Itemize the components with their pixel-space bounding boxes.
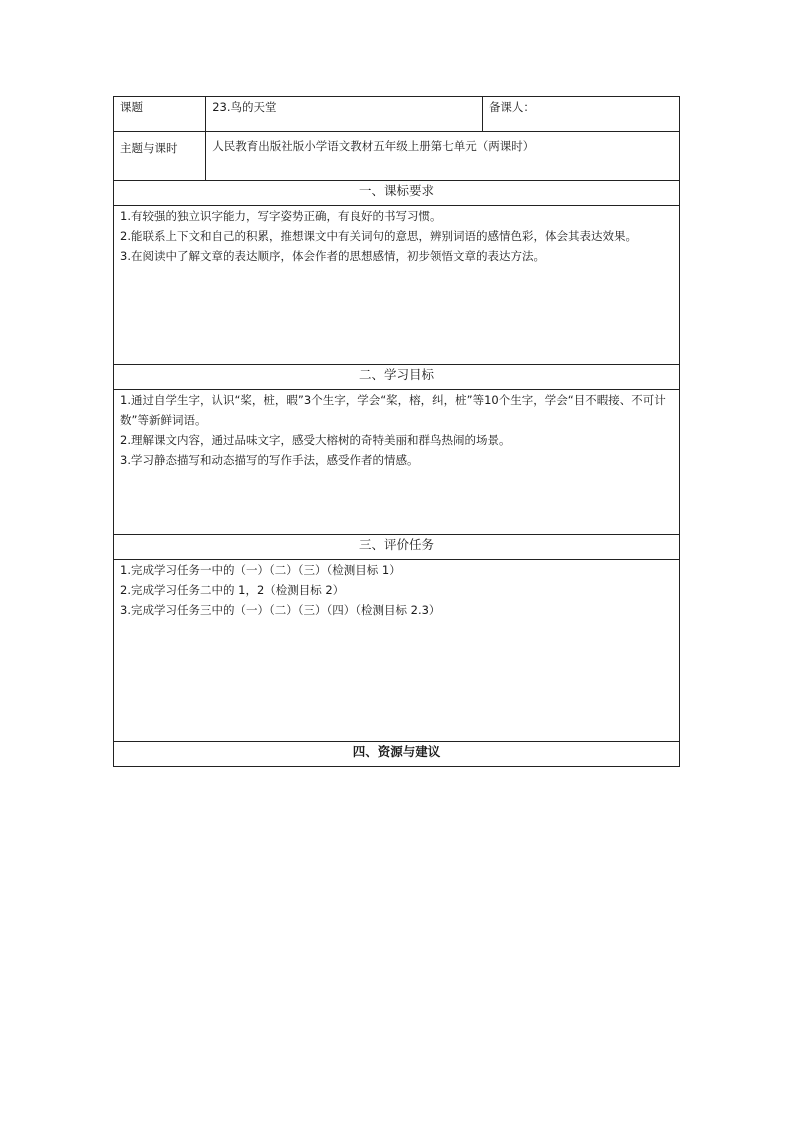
text-line: 2.能联系上下文和自己的积累，推想课文中有关词句的意思，辨别词语的感情色彩，体会其表达效果。 [120,229,637,243]
text-line: 3.学习静态描写和动态描写的写作手法，感受作者的情感。 [120,453,419,467]
topic-label: 课题 [114,97,206,132]
text-line: 3.在阅读中了解文章的表达顺序，体会作者的思想感情，初步领悟文章的表达方法。 [120,249,545,263]
text-line: 1.有较强的独立识字能力，写字姿势正确，有良好的书写习惯。 [120,209,442,223]
section-heading-row [114,742,680,767]
subject-value: 人民教育出版社版小学语文教材五年级上册第七单元（两课时） [206,132,680,181]
text-line: 3.完成学习任务三中的（一）（二）（三）（四）（检测目标 2.3） [120,603,441,617]
section-title-resources: 四、资源与建议 [114,742,680,767]
header-row-topic [114,97,680,132]
text-line: 2.理解课文内容，通过品味文字，感受大榕树的奇特美丽和群鸟热闹的场景。 [120,433,511,447]
section-body-row [114,560,680,742]
section-body-row [114,206,680,365]
section-body-curriculum [114,206,680,365]
text-line: 2.完成学习任务二中的 1，2（检测目标 2） [120,583,345,597]
header-row-subject [114,132,680,181]
section-body-objectives [114,390,680,535]
section-title-curriculum: 一、课标要求 [114,181,680,206]
section-heading-row [114,535,680,560]
preparer-label: 备课人： [482,97,679,132]
section-body-row [114,390,680,535]
text-line: 1.通过自学生字，认识“桨，桩，暇”3个生字，学会“桨，榕，纠，桩”等10个生字，学会“目不暇接、不可计数”等新鲜词语。 [120,393,666,427]
section-heading-row [114,181,680,206]
section-title-assessment: 三、评价任务 [114,535,680,560]
lesson-plan-table [113,96,680,767]
section-heading-row [114,365,680,390]
section-title-objectives: 二、学习目标 [114,365,680,390]
section-body-assessment [114,560,680,742]
subject-label: 主题与课时 [114,132,206,181]
lesson-plan-sheet [113,96,680,767]
text-line: 1.完成学习任务一中的（一）（二）（三）（检测目标 1） [120,563,401,577]
topic-value: 23.鸟的天堂 [206,97,483,132]
